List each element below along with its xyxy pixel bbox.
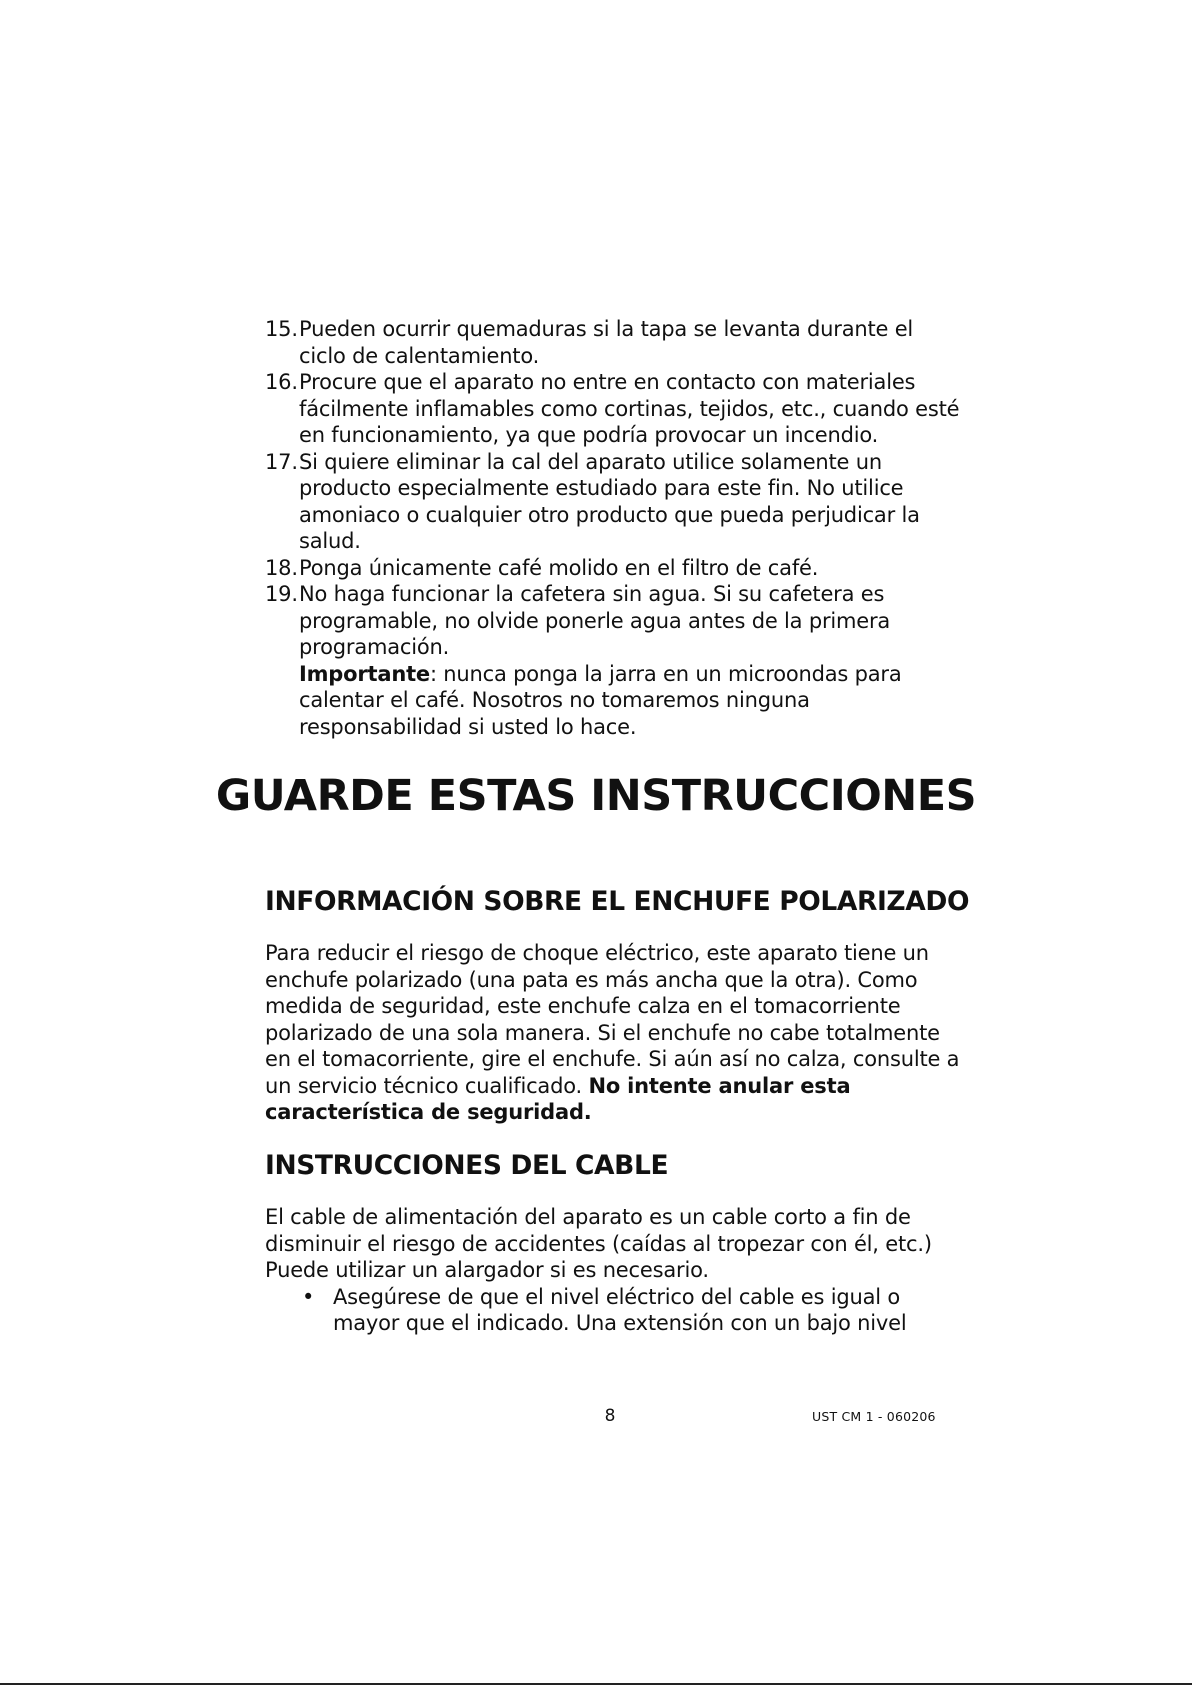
list-item — [265, 316, 965, 369]
list-item — [265, 369, 965, 449]
list-item — [265, 449, 965, 555]
item-text: Pueden ocurrir quemaduras si la tapa se levanta durante el ciclo de calentamiento. — [299, 317, 914, 368]
document-code: UST CM 1 - 060206 — [812, 1409, 936, 1424]
cable-heading: INSTRUCCIONES DEL CABLE — [265, 1150, 669, 1181]
polarized-plug-paragraph — [265, 940, 965, 1126]
safety-list-section — [265, 316, 965, 740]
item-text: Si quiere eliminar la cal del aparato utilice solamente un producto especialmente estudiado para este fin. No utilice amoniaco o cualquier otro producto que pueda perjudicar la salud. — [299, 449, 920, 553]
bullet-text: Asegúrese de que el nivel eléctrico del cable es igual o mayor que el indicado. Una extensión con un bajo nivel — [333, 1284, 907, 1335]
polarized-plug-section — [265, 886, 970, 1126]
save-instructions-title: GUARDE ESTAS INSTRUCCIONES — [215, 771, 977, 821]
item-text: Procure que el aparato no entre en contacto con materiales fácilmente inflamables como cortinas, tejidos, etc., cuando esté en funcionamiento, ya que podría provocar un incendio. — [299, 370, 960, 447]
bullet-icon: • — [302, 1284, 315, 1309]
list-item — [265, 581, 965, 661]
important-label: Importante — [299, 661, 430, 686]
item-number: 19. — [265, 582, 298, 606]
important-text: : nunca ponga la jarra en un microondas para calentar el café. Nosotros no tomaremos ninguna responsabilidad si usted lo hace. — [299, 661, 902, 739]
item-number: 17. — [265, 449, 298, 474]
polarized-plug-text: Para reducir el riesgo de choque eléctrico, este aparato tiene un enchufe polarizado (una pata es más ancha que la otra). Como medida de seguridad, este enchufe calza en el tomacorriente polarizado de una sola manera. Si el enchufe no cabe totalmente en el tomacorriente, gire el enchufe. Si aún así no calza, consulte a un servicio técnico cualificado. — [265, 941, 960, 1098]
item-number: 15. — [265, 317, 298, 341]
polarized-plug-warning: No intente anular esta característica de seguridad. — [265, 1073, 851, 1124]
important-note — [265, 661, 965, 741]
item-text: Ponga únicamente café molido en el filtro de café. — [299, 555, 819, 580]
safety-list — [265, 316, 965, 661]
list-item — [265, 1284, 965, 1337]
polarized-plug-heading: INFORMACIÓN SOBRE EL ENCHUFE POLARIZADO — [265, 886, 970, 917]
item-number: 18. — [265, 555, 298, 580]
cable-section — [265, 1150, 965, 1337]
list-item — [265, 555, 965, 582]
item-text: No haga funcionar la cafetera sin agua. Si su cafetera es programable, no olvide ponerle agua antes de la primera programación. — [299, 582, 891, 659]
cable-bullet-list — [265, 1284, 965, 1337]
cable-paragraph: El cable de alimentación del aparato es un cable corto a fin de disminuir el riesgo de accidentes (caídas al tropezar con él, etc.) Puede utilizar un alargador si es necesario. — [265, 1205, 932, 1282]
page-number: 8 — [604, 1406, 616, 1426]
item-number: 16. — [265, 370, 298, 394]
